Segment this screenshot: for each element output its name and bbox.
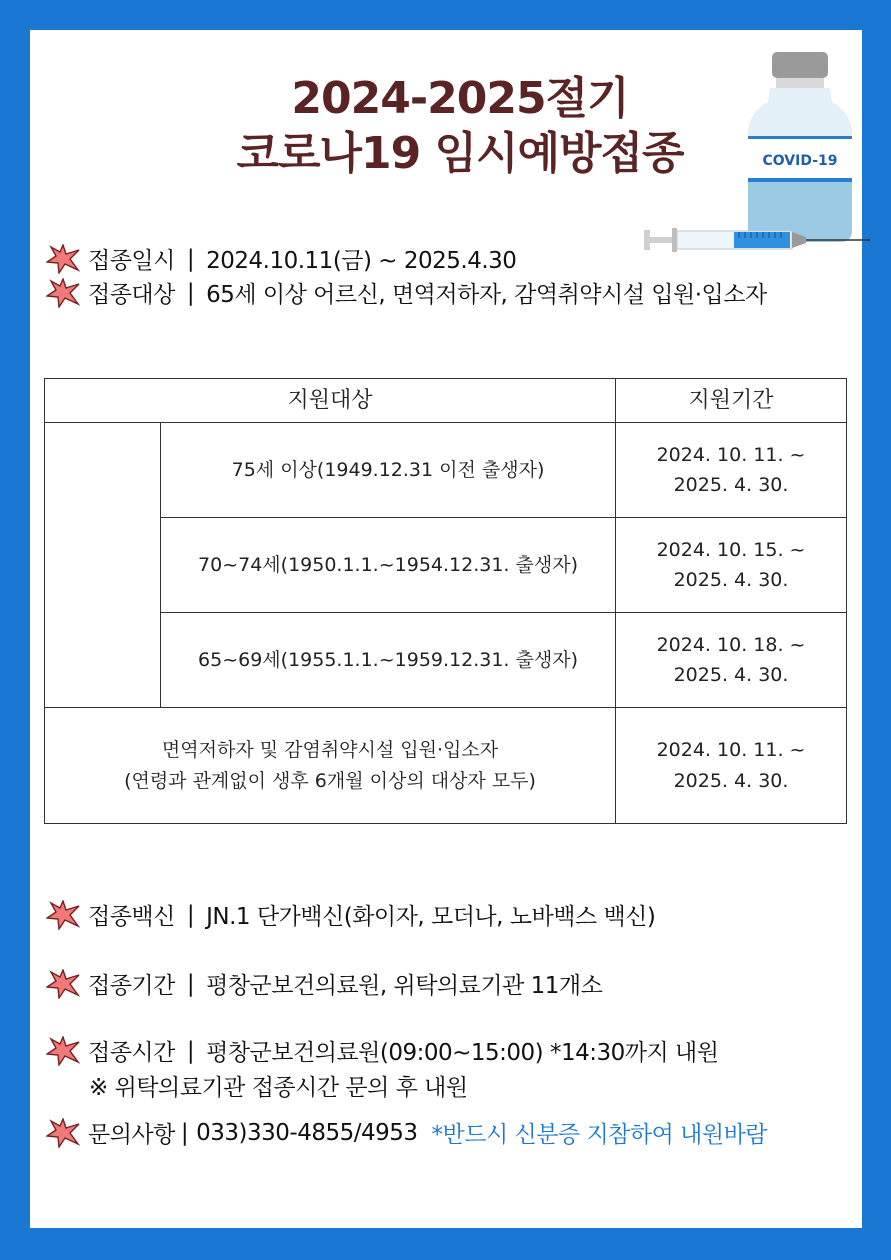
special-target-line-2: (연령과 관계없이 생후 6개월 이상의 대상자 모두): [124, 769, 536, 792]
info-row-date: [46, 242, 516, 275]
header-target: 지원대상: [45, 379, 616, 423]
period-cell: [616, 518, 847, 613]
table-header-row: [45, 379, 847, 423]
contact-phone: 033)330-4855/4953: [196, 1119, 418, 1146]
info-label: 접종백신: [88, 904, 175, 930]
poster-card: [30, 30, 862, 1228]
info-separator: |: [186, 245, 195, 272]
id-card-notice: *반드시 신분증 지참하여 내원바람: [431, 1122, 768, 1148]
table-row: [45, 613, 847, 708]
info-row-place: [46, 967, 602, 1000]
table-row: [45, 708, 847, 824]
period-start: 2024. 10. 11. ~: [656, 443, 806, 466]
table-row: [45, 423, 847, 518]
period-start: 2024. 10. 18. ~: [656, 633, 806, 656]
info-value: 평창군보건의료원(09:00~15:00) *14:30까지 내원: [206, 1040, 719, 1066]
period-end: 2025. 4. 30.: [673, 664, 789, 686]
info-separator: |: [186, 970, 195, 997]
info-row-vaccine: [46, 898, 655, 931]
info-separator: |: [186, 1037, 195, 1064]
period-cell: [616, 613, 847, 708]
special-target-cell: [45, 708, 616, 824]
target-cell: 70~74세(1950.1.1.~1954.12.31. 출생자): [161, 518, 616, 613]
info-label: 접종기간: [88, 973, 175, 999]
period-start: 2024. 10. 15. ~: [656, 538, 806, 561]
period-cell: [616, 708, 847, 824]
burst-bullet-icon: [46, 900, 80, 930]
special-target-line-1: 면역저하자 및 감염취약시설 입원·입소자: [161, 739, 499, 762]
info-separator: |: [186, 279, 195, 306]
target-cell: 65~69세(1955.1.1.~1959.12.31. 출생자): [161, 613, 616, 708]
burst-bullet-icon: [46, 1118, 80, 1148]
burst-bullet-icon: [46, 969, 80, 999]
burst-bullet-icon: [46, 278, 80, 308]
support-table: [44, 378, 847, 824]
burst-bullet-icon: [46, 244, 80, 274]
period-cell: [616, 423, 847, 518]
info-value: 평창군보건의료원, 위탁의료기관 11개소: [206, 973, 603, 999]
target-cell: 75세 이상(1949.12.31 이전 출생자): [161, 423, 616, 518]
title-line-1: 2024-2025절기: [291, 73, 629, 124]
info-label: 접종시간: [88, 1040, 175, 1066]
period-end: 2025. 4. 30.: [673, 769, 789, 792]
header-period: 지원기간: [616, 379, 847, 423]
info-row-contact: [46, 1116, 767, 1149]
info-value: 65세 이상 어르신, 면역저하자, 감역취약시설 입원·입소자: [206, 282, 767, 308]
info-separator: |: [186, 901, 195, 928]
info-label: 문의사항: [88, 1122, 175, 1148]
hours-note: ※ 위탁의료기관 접종시간 문의 후 내원: [89, 1075, 468, 1101]
info-row-target: [46, 276, 767, 309]
period-end: 2025. 4. 30.: [673, 474, 789, 496]
burst-bullet-icon: [46, 1036, 80, 1066]
period-start: 2024. 10. 11. ~: [656, 739, 806, 762]
info-value: 2024.10.11(금) ~ 2025.4.30: [206, 248, 517, 274]
syringe-icon: [642, 220, 872, 260]
title-line-2: 코로나19 임시예방접종: [236, 128, 684, 179]
info-label: 접종일시: [88, 248, 175, 274]
info-value: JN.1 단가백신(화이자, 모더나, 노바백스 백신): [206, 904, 656, 930]
merged-empty-cell: [45, 423, 161, 708]
info-label: 접종대상: [88, 282, 175, 308]
table-row: [45, 518, 847, 613]
period-end: 2025. 4. 30.: [673, 569, 789, 591]
vial-label: COVID-19: [762, 153, 838, 169]
info-row-hours: [46, 1034, 718, 1067]
info-separator: |: [180, 1119, 189, 1146]
